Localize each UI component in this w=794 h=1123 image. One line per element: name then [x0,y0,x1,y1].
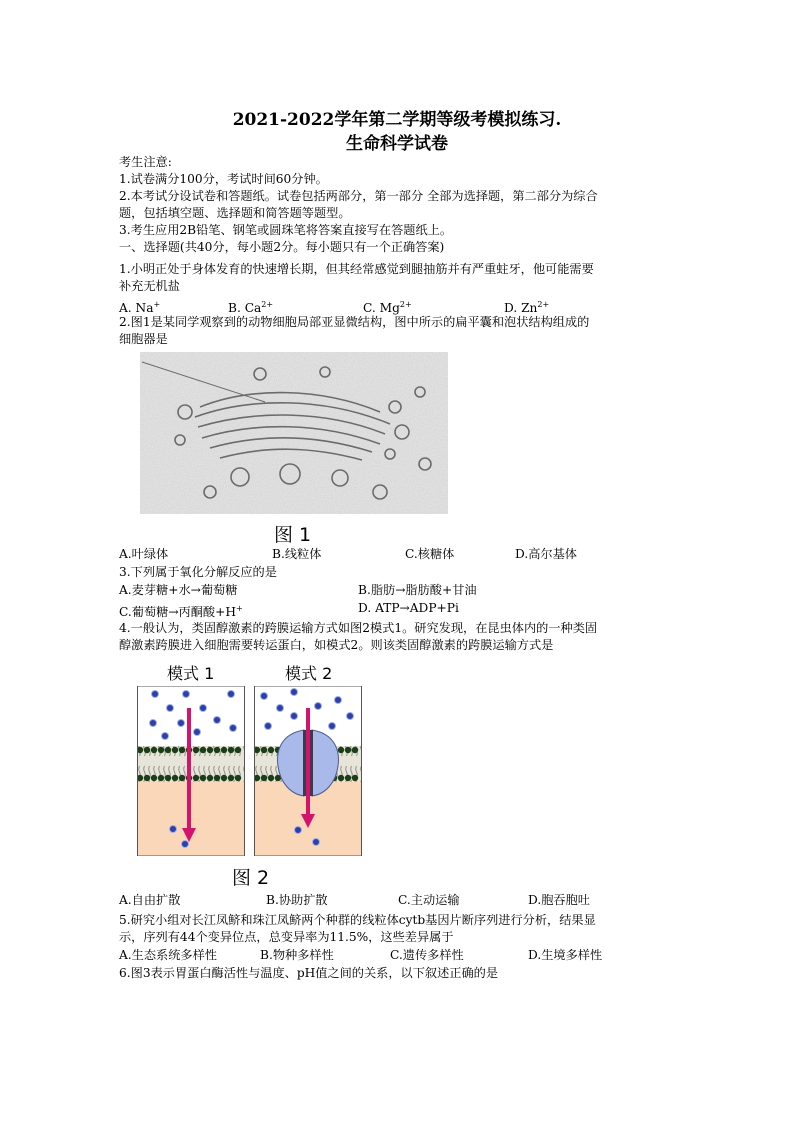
q5-option-c: C.遗传多样性 [390,948,464,962]
q1-stem-b: 补充无机盐 [119,279,180,293]
mode-2-diagram [254,686,362,856]
note-3: 3.考生应用2B铅笔、钢笔或圆珠笔将答案直接写在答题纸上。 [119,223,453,237]
q5-option-a: A.生态系统多样性 [119,948,217,962]
figure-2-caption: 图 2 [232,867,270,889]
note-1: 1.试卷满分100分，考试时间60分钟。 [119,172,328,186]
q5-stem-a: 5.研究小组对长江凤鲚和珠江凤鲚两个种群的线粒体cytb基因片断序列进行分析，结果显 [119,913,596,927]
q4-option-a: A.自由扩散 [119,893,181,907]
exam-title-line1: 2021-2022学年第二学期等级考模拟练习. [232,110,562,130]
q4-option-d: D.胞吞胞吐 [528,893,590,907]
q2-option-d: D.高尔基体 [515,547,577,561]
mode-1-label: 模式 1 [167,664,215,683]
q4-stem-b: 醇激素跨膜进入细胞需要转运蛋白，如模式2。则该类固醇激素的跨膜运输方式是 [119,638,554,652]
note-2a: 2.本考试分设试卷和答题纸。试卷包括两部分，第一部分 全部为选择题，第二部分为综合 [119,189,598,203]
q3-stem: 3.下列属于氧化分解反应的是 [119,565,277,579]
mode-1-diagram [137,686,245,856]
q3-option-a: A.麦芽糖+水→葡萄糖 [119,583,238,597]
q1-option-d: D. $Zn^{2+}$ [504,300,550,315]
figure-1-caption: 图 1 [274,524,312,546]
q4-option-c: C.主动运输 [398,893,460,907]
q1-option-a: A. Na+ [119,300,161,315]
mode-2-label: 模式 2 [285,664,333,683]
q4-option-b: B.协助扩散 [266,893,328,907]
q3-option-c: C.葡萄糖→丙酮酸+H+ [119,604,243,619]
q5-stem-b: 示，序列有44个变异位点，总变异率为11.5%，这些差异属于 [119,930,454,944]
q2-stem-a: 2.图1是某同学观察到的动物细胞局部亚显微结构，图中所示的扁平囊和泡状结构组成的 [119,315,590,329]
q1-stem-a: 1.小明正处于身体发育的快速增长期，但其经常感觉到腿抽筋并有严重蛀牙，他可能需要 [119,262,594,276]
q5-option-b: B.物种多样性 [260,948,334,962]
q2-option-b: B.线粒体 [272,547,322,561]
q6-stem: 6.图3表示胃蛋白酶活性与温度、pH值之间的关系，以下叙述正确的是 [119,966,499,980]
q2-option-a: A.叶绿体 [119,547,169,561]
q2-option-c: C.核糖体 [405,547,455,561]
q3-option-d: D. ATP→ADP+Pi [358,601,459,615]
note-2b: 题，包括填空题、选择题和简答题等题型。 [119,206,351,220]
notes-heading: 考生注意: [119,155,172,169]
figure-1-micrograph [140,352,448,514]
q4-stem-a: 4.一般认为，类固醇激素的跨膜运输方式如图2模式1。研究发现，在昆虫体内的一种类固 [119,621,598,635]
section-1-heading: 一、选择题(共40分，每小题2分。每小题只有一个正确答案) [119,240,445,254]
exam-title-line2: 生命科学试卷 [346,134,448,154]
q2-stem-b: 细胞器是 [119,332,168,346]
q3-option-b: B.脂肪→脂肪酸+甘油 [358,583,477,597]
q5-option-d: D.生境多样性 [528,948,603,962]
q1-option-c: C. $Mg^{2+}$ [363,300,412,315]
q1-option-b: B. $Ca^{2+}$ [228,300,274,315]
